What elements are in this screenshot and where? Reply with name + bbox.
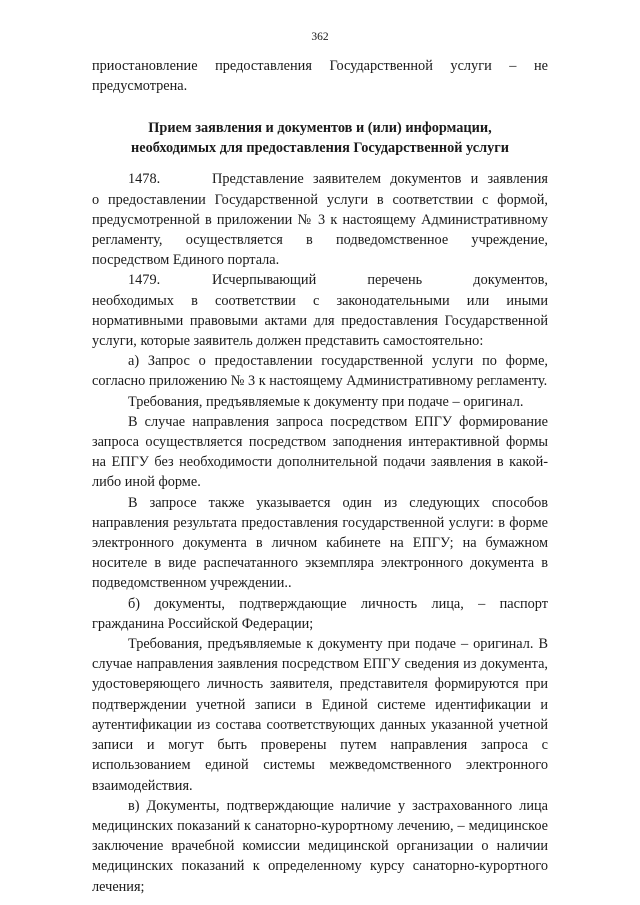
paragraph-b-identity: б) документы, подтверждающие личность лица, – паспорт гражданина Российской Федерации;	[92, 595, 548, 632]
paragraph-identity-requirements: Требования, предъявляемые к документу при подаче – оригинал. В случае направления заявления посредством ЕПГУ сведения из документа, удостоверяющего личность заявителя, представителя формируются при подтверждении учетной записи в Единой системе идентификации и аутентификации из состава соответствующих данных указанной учетной записи и могут быть проверены путем направления запроса с использованием единой системы межведомственного электронного взаимодействия.	[92, 636, 548, 794]
item-1478	[92, 169, 548, 270]
item-1479-number: 1479.	[128, 272, 161, 289]
item-1478-first-text: Представление заявителем документов и заявления	[212, 171, 548, 188]
section-heading-line-2: необходимых для предоставления Государственной услуги	[131, 140, 509, 157]
item-1478-text: о предоставлении Государственной услуги в соответствии с формой, предусмотренной в приложении № 3 к настоящему Административному регламенту, осуществляется в подведомственное учреждение, посредством Единого портала.	[92, 191, 548, 269]
paragraph-epgu-request: В случае направления запроса посредством ЕПГУ формирование запроса осуществляется посредством заподнения интерактивной формы на ЕПГУ без необходимости дополнительной подачи заявления в какой-либо иной форме.	[92, 413, 548, 491]
item-1479-text: необходимых в соответствии с законодательными или иными нормативными правовыми актами для предоставления Государственной услуги, которые заявитель должен представить самостоятельно:	[92, 292, 548, 350]
item-1479-first-text: Исчерпывающий перечень документов,	[212, 272, 548, 289]
paragraph-c-medical: в) Документы, подтверждающие наличие у застрахованного лица медицинских показаний к санаторно-курортному лечению, – медицинское заключение врачебной комиссии медицинской организации о наличии медицинских показаний к определенному курсу санаторно-курортного лечения;	[92, 797, 548, 895]
item-1479	[92, 270, 548, 351]
paragraph-a-request: а) Запрос о предоставлении государственной услуги по форме, согласно приложению № 3 к настоящему Административному регламенту.	[92, 353, 548, 390]
paragraph-requirements-original: Требования, предъявляемые к документу при подаче – оригинал.	[128, 393, 524, 410]
item-1478-first-line	[92, 169, 548, 189]
item-1479-first-line	[92, 270, 548, 290]
item-1478-number: 1478.	[128, 171, 161, 188]
intro-paragraph: приостановление предоставления Государственной услуги – не предусмотрена.	[92, 58, 548, 95]
page-content	[92, 56, 548, 897]
section-heading	[92, 118, 548, 158]
section-heading-line-1: Прием заявления и документов и (или) информации,	[148, 120, 492, 137]
paragraph-result-methods: В запросе также указывается один из следующих способов направления результата предоставления государственной услуги: в форме электронного документа в личном кабинете на ЕПГУ; на бумажном носителе в виде распечатанного экземпляра электронного документа в подведомственном учреждении..	[92, 494, 548, 592]
page-number: 362	[311, 31, 329, 43]
